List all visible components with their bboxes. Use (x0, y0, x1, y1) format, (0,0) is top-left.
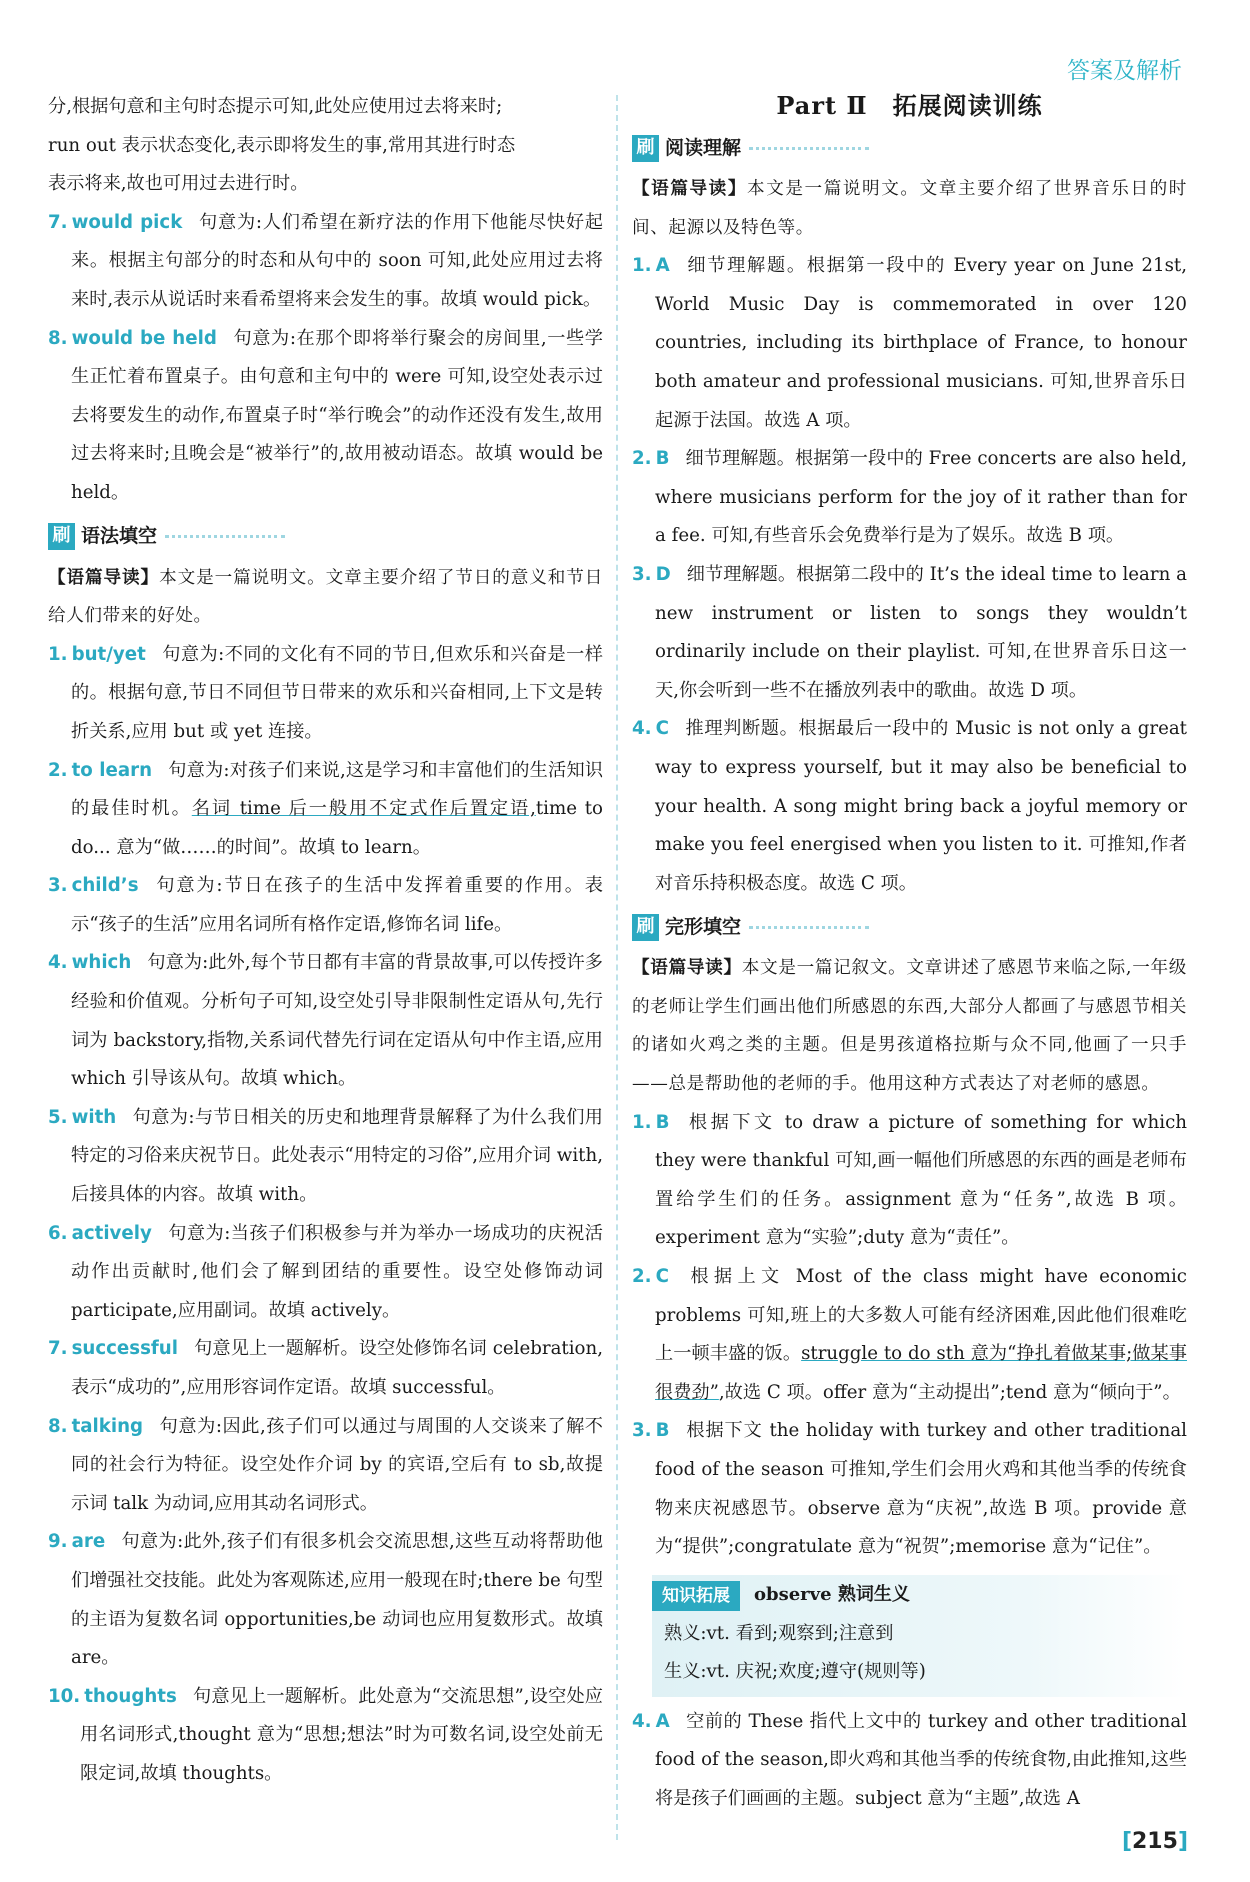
item-number: 9. (48, 1531, 68, 1553)
intro-line: 分,根据句意和主句时态提示可知,此处应使用过去将来时; (48, 96, 503, 117)
item-explanation: 句意为:节日在孩子的生活中发挥着重要的作用。表示“孩子的生活”应用名词所有格作定语,修饰名词 life。 (71, 875, 603, 935)
item-number: 1. (632, 1111, 652, 1133)
item-answer: C (655, 718, 669, 740)
answer-item (48, 752, 603, 868)
item-number: 2. (632, 1266, 652, 1288)
item-number: 3. (632, 1420, 652, 1442)
answer-item (48, 944, 603, 1098)
answer-item (632, 556, 1187, 710)
text-guide (48, 559, 603, 636)
item-answer: child’s (71, 875, 139, 897)
answer-item (48, 867, 603, 944)
item-explanation: 句意为:对孩子们来说,这是学习和丰富他们的生活知识的最佳时机。 (71, 759, 604, 820)
answer-item (632, 1412, 1187, 1566)
answer-item (48, 204, 603, 320)
item-explanation: 句意为:因此,孩子们可以通过与周围的人交谈来了解不同的社会行为特征。设空处作介词 by 的宾语,空后有 to sb,故提示词 talk 为动词,应用其动名词形式。 (71, 1415, 603, 1514)
left-column (48, 88, 603, 1794)
guide-text: 本文是一篇说明文。文章主要介绍了世界音乐日的时间、起源以及特色等。 (632, 179, 1187, 238)
item-number: 1. (632, 255, 652, 277)
dotted-divider (749, 926, 869, 929)
item-explanation: 句意为:此外,孩子们有很多机会交流思想,这些互动将帮助他们增强社交技能。此处为客观陈述,应用一般现在时;there be 句型的主语为复数名词 opportunities,be 动词也应用复数形式。故填 are。 (71, 1531, 603, 1669)
item-number: 4. (48, 952, 68, 974)
item-answer: talking (71, 1415, 144, 1437)
guide-tag: 【语篇导读】 (48, 567, 160, 588)
item-explanation: 根据下文 to draw a picture of something for which they were thankful 可知,画一幅他们所感恩的东西的画是老师布置给学生们的任务。assignment 意为“任务”,故选 B 项。experiment 意为“实验”;duty 意为“责任”。 (655, 1111, 1187, 1249)
underlined-note: struggle to do sth 意为“挣扎着做某事;做某事很费劲” (655, 1343, 1187, 1403)
section-title: 语法填空 (81, 525, 158, 548)
guide-tag: 【语篇导读】 (632, 179, 748, 199)
text-guide (632, 170, 1187, 247)
guide-tag: 【语篇导读】 (632, 958, 742, 979)
item-number: 10. (48, 1685, 81, 1707)
item-number: 7. (48, 1338, 68, 1360)
item-explanation: 句意为:人们希望在新疗法的作用下他能尽快好起来。根据主句部分的时态和从句中的 soon 可知,此处应用过去将来时,表示从说话时来看希望将来会发生的事。故填 would pick。 (71, 211, 603, 310)
item-number: 2. (48, 759, 68, 781)
answer-item (48, 1215, 603, 1331)
brush-icon: 刷 (632, 135, 659, 162)
answer-item (48, 1678, 603, 1794)
item-answer: C (655, 1266, 669, 1288)
underlined-note: 名词 time 后一般用不定式作后置定语, (191, 798, 536, 820)
item-answer: A (655, 255, 670, 277)
item-number: 3. (632, 563, 652, 585)
answer-item (632, 710, 1187, 903)
tip-line: 熟义:vt. 看到;观察到;注意到 (664, 1622, 894, 1644)
item-answer: to learn (71, 759, 153, 781)
answer-item (48, 1523, 603, 1677)
item-explanation-tail: ,故选 C 项。offer 意为“主动提出”;tend 意为“倾向于”。 (718, 1381, 1181, 1403)
dotted-divider (749, 147, 869, 150)
item-explanation-tail: time to do... 意为“做……的时间”。故填 to learn。 (71, 798, 603, 858)
section-title: 完形填空 (665, 915, 742, 938)
item-explanation: 细节理解题。根据第一段中的 Every year on June 21st, World Music Day is commemorated in over 120 countries, including its birthplace of France, to honour both amateur and professional musicians. 可知,世界音乐日起源于法国。故选 A 项。 (655, 255, 1187, 431)
item-explanation: 句意为:不同的文化有不同的节日,但欢乐和兴奋是一样的。根据句意,节日不同但节日带来的欢乐和兴奋相同,上下文是转折关系,应用 but 或 yet 连接。 (71, 643, 603, 742)
item-number: 3. (48, 875, 68, 897)
item-explanation: 句意为:在那个即将举行聚会的房间里,一些学生正忙着布置桌子。由句意和主句中的 were 可知,设空处表示过去将要发生的动作,布置桌子时“举行晚会”的动作还没有发生,故用过去将来时;且晚会是“被举行”的,故用被动语态。故填 would be held。 (71, 327, 603, 503)
answer-item (632, 440, 1187, 556)
item-explanation: 句意为:与节日相关的历史和地理背景解释了为什么我们用特定的习俗来庆祝节日。此处表示“用特定的习俗”,应用介词 with,后接具体的内容。故填 with。 (71, 1106, 603, 1206)
knowledge-tip-box (652, 1575, 1187, 1697)
answer-item (632, 247, 1187, 440)
item-explanation: 推理判断题。根据最后一段中的 Music is not only a great way to express yourself, but it may also be beneficial to your health. A song might bring back a joyful memory or make you feel energised when you listen to it. 可推知,作者对音乐持积极态度。故选 C 项。 (655, 718, 1187, 894)
item-answer: but/yet (71, 643, 146, 665)
header-label: 答案及解析 (1067, 58, 1182, 84)
item-number: 1. (48, 643, 68, 665)
item-explanation: 句意见上一题解析。此处意为“交流思想”,设空处应用名词形式,thought 意为“思想;想法”时为可数名词,设空处前无限定词,故填 thoughts。 (80, 1685, 603, 1784)
item-explanation: 句意为:当孩子们积极参与并为举办一场成功的庆祝活动作出贡献时,他们会了解到团结的重要性。设空处修饰动词 participate,应用副词。故填 actively。 (71, 1222, 603, 1321)
part-title: Part Ⅱ 拓展阅读训练 (776, 91, 1043, 120)
brush-icon: 刷 (48, 523, 75, 550)
answer-item (48, 1330, 603, 1407)
answer-item (48, 1408, 603, 1524)
item-number: 4. (632, 1710, 652, 1732)
item-number: 4. (632, 718, 652, 740)
item-explanation: 句意为:此外,每个节日都有丰富的背景故事,可以传授许多经验和价值观。分析句子可知,设空处引导非限制性定语从句,先行词为 backstory,指物,关系词代替先行词在定语从句中作主语,应用 which 引导该从句。故填 which。 (71, 952, 603, 1090)
item-explanation: 细节理解题。根据第一段中的 Free concerts are also held, where musicians perform for the joy of it rather than for a fee. 可知,有些音乐会免费举行是为了娱乐。故选 B 项。 (655, 448, 1187, 547)
answer-item (632, 1703, 1187, 1819)
item-answer: with (71, 1106, 117, 1128)
item-explanation: 细节理解题。根据第二段中的 It’s the ideal time to learn a new instrument or listen to songs they wouldn’t ordinarily include on their playlist. 可知,在世界音乐日这一天,你会听到一些不在播放列表中的歌曲。故选 D 项。 (655, 563, 1187, 701)
item-explanation: 空前的 These 指代上文中的 turkey and other traditional food of the season,即火鸡和其他当季的传统食物,由此推知,这些将是孩子们画画的主题。subject 意为“主题”,故选 A (655, 1710, 1187, 1809)
item-answer: successful (71, 1338, 178, 1360)
column-divider (616, 95, 618, 1840)
answer-item (48, 320, 603, 513)
tip-header (652, 1577, 1177, 1615)
item-answer: are (71, 1531, 106, 1553)
tip-tag: 知识拓展 (652, 1581, 740, 1611)
tip-title: observe 熟词生义 (754, 1584, 910, 1606)
item-number: 8. (48, 1415, 68, 1437)
text-guide (632, 949, 1187, 1103)
intro-line: run out 表示状态变化,表示即将发生的事,常用其进行时态 (48, 134, 516, 156)
tip-line: 生义:vt. 庆祝;欢度;遵守(规则等) (664, 1660, 926, 1682)
item-answer: actively (71, 1222, 152, 1244)
item-answer: D (655, 563, 671, 585)
item-answer: which (71, 952, 132, 974)
item-number: 2. (632, 448, 652, 470)
answer-item (48, 1099, 603, 1215)
dotted-divider (165, 535, 285, 538)
answer-item (632, 1258, 1187, 1412)
item-number: 7. (48, 211, 68, 233)
item-explanation: 根据上文 Most of the class might have economic problems 可知,班上的大多数人可能有经济困难,因此他们很难吃上一顿丰盛的饭。 (655, 1266, 1187, 1365)
guide-text: 本文是一篇记叙文。文章讲述了感恩节来临之际,一年级的老师让学生们画出他们所感恩的东西,大部分人都画了与感恩节相关的诸如火鸡之类的主题。但是男孩道格拉斯与众不同,他画了一只手——总是帮助他的老师的手。他用这种方式表达了对老师的感恩。 (632, 958, 1187, 1095)
item-answer: would be held (71, 327, 217, 349)
item-answer: A (655, 1710, 670, 1732)
brush-icon: 刷 (632, 914, 659, 941)
item-explanation: 根据下文 the holiday with turkey and other traditional food of the season 可推知,学生们会用火鸡和其他当季的传统食物来庆祝感恩节。observe 意为“庆祝”,故选 B 项。provide 意为“提供”;congratulate 意为“祝贺”;memorise 意为“记住”。 (655, 1420, 1187, 1558)
right-column (632, 88, 1187, 1819)
item-answer: B (655, 1111, 670, 1133)
answer-item (632, 1104, 1187, 1258)
item-number: 6. (48, 1222, 68, 1244)
item-answer: thoughts (84, 1685, 177, 1707)
guide-text: 本文是一篇说明文。文章主要介绍了节日的意义和节日给人们带来的好处。 (48, 567, 603, 627)
item-number: 5. (48, 1106, 68, 1128)
section-header-cloze (632, 909, 1187, 945)
answer-item (48, 636, 603, 752)
item-number: 8. (48, 327, 68, 349)
section-header-reading (632, 130, 1187, 166)
item-explanation: 句意见上一题解析。设空处修饰名词 celebration,表示“成功的”,应用形容词作定语。故填 successful。 (71, 1338, 603, 1398)
item-answer: B (655, 448, 670, 470)
section-header-grammar (48, 519, 603, 555)
section-title: 阅读理解 (665, 136, 742, 159)
intro-line: 表示将来,故也可用过去进行时。 (48, 173, 309, 195)
page-number: [ 215 ] (1122, 1829, 1188, 1854)
item-answer: B (655, 1420, 670, 1442)
item-answer: would pick (71, 211, 183, 233)
